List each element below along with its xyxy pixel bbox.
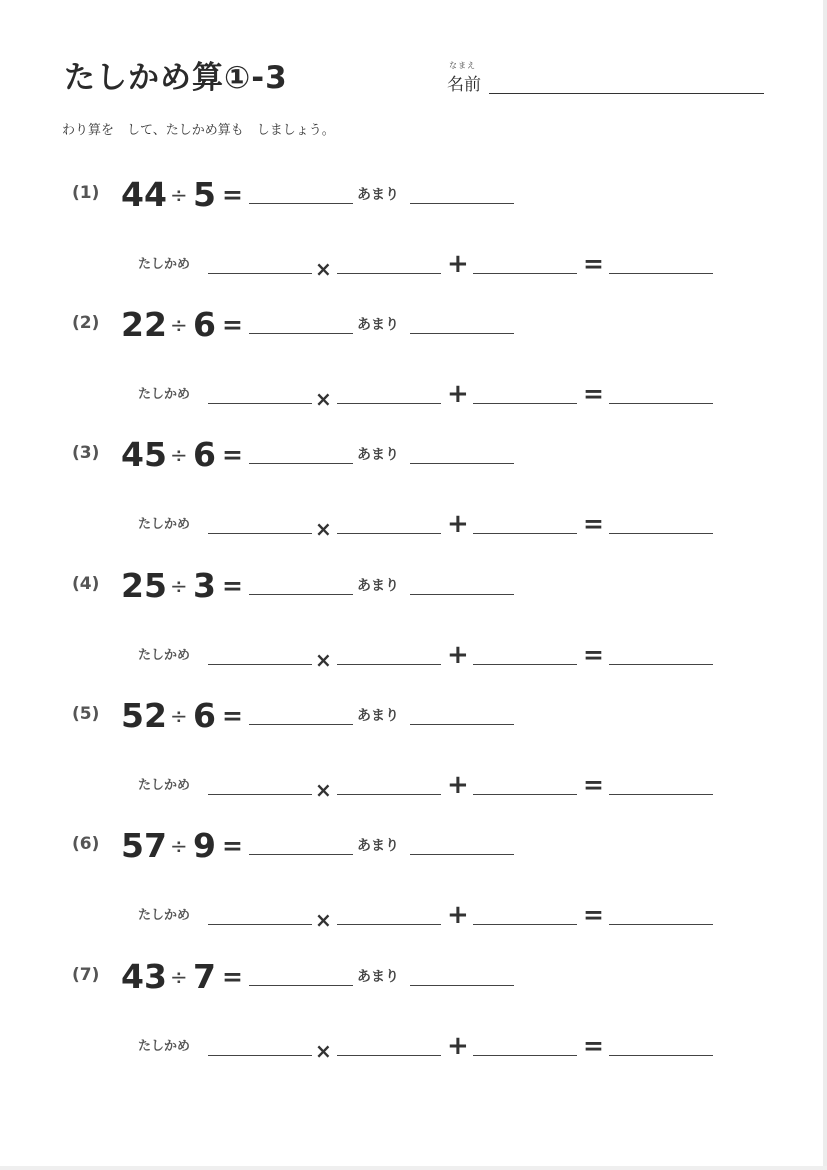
problem-number: (5) [72, 704, 100, 724]
problem-number: (3) [72, 443, 100, 463]
divisor: 6 [193, 435, 216, 474]
check-quotient-line[interactable] [337, 924, 441, 925]
equals-sign: = [583, 770, 604, 799]
remainder-answer-line[interactable] [410, 854, 514, 855]
problem-3 [0, 435, 827, 573]
equals-sign: = [583, 1031, 604, 1060]
divide-sign: ÷ [170, 704, 188, 728]
problem-7 [0, 957, 827, 1095]
remainder-label: あまり [357, 317, 399, 333]
plus-sign: + [447, 900, 469, 930]
check-quotient-line[interactable] [337, 664, 441, 665]
check-label: たしかめ [138, 257, 191, 272]
check-label: たしかめ [138, 648, 191, 663]
quotient-answer-line[interactable] [249, 594, 353, 595]
divisor: 7 [193, 957, 216, 996]
check-result-line[interactable] [609, 924, 713, 925]
dividend: 25 [121, 566, 167, 605]
remainder-answer-line[interactable] [410, 985, 514, 986]
times-sign: × [315, 648, 332, 672]
quotient-answer-line[interactable] [249, 463, 353, 464]
quotient-answer-line[interactable] [249, 985, 353, 986]
equals-sign: = [583, 379, 604, 408]
plus-sign: + [447, 509, 469, 539]
check-divisor-line[interactable] [208, 533, 312, 534]
divide-sign: ÷ [170, 834, 188, 858]
times-sign: × [315, 778, 332, 802]
plus-sign: + [447, 640, 469, 670]
instructions: わり算を して、たしかめ算も しましょう。 [62, 123, 335, 138]
check-remainder-line[interactable] [473, 273, 577, 274]
check-result-line[interactable] [609, 273, 713, 274]
check-remainder-line[interactable] [473, 403, 577, 404]
problem-5 [0, 696, 827, 834]
check-result-line[interactable] [609, 403, 713, 404]
equals-sign: = [583, 900, 604, 929]
remainder-answer-line[interactable] [410, 463, 514, 464]
check-label: たしかめ [138, 1039, 191, 1054]
equals-sign: = [222, 571, 243, 600]
times-sign: × [315, 908, 332, 932]
times-sign: × [315, 257, 332, 281]
remainder-label: あまり [357, 838, 399, 854]
worksheet-title: たしかめ算①-3 [64, 60, 288, 96]
remainder-answer-line[interactable] [410, 333, 514, 334]
divisor: 5 [193, 175, 216, 214]
divide-sign: ÷ [170, 443, 188, 467]
page-edge-bottom [0, 1166, 827, 1170]
dividend: 43 [121, 957, 167, 996]
dividend: 22 [121, 305, 167, 344]
remainder-answer-line[interactable] [410, 594, 514, 595]
divisor: 6 [193, 305, 216, 344]
remainder-answer-line[interactable] [410, 203, 514, 204]
divisor: 9 [193, 826, 216, 865]
problem-number: (1) [72, 183, 100, 203]
check-remainder-line[interactable] [473, 924, 577, 925]
check-label: たしかめ [138, 908, 191, 923]
check-divisor-line[interactable] [208, 273, 312, 274]
remainder-label: あまり [357, 447, 399, 463]
times-sign: × [315, 1039, 332, 1063]
remainder-label: あまり [357, 578, 399, 594]
check-divisor-line[interactable] [208, 1055, 312, 1056]
problem-1 [0, 175, 827, 313]
check-remainder-line[interactable] [473, 533, 577, 534]
quotient-answer-line[interactable] [249, 724, 353, 725]
plus-sign: + [447, 249, 469, 279]
equals-sign: = [583, 509, 604, 538]
problem-number: (7) [72, 965, 100, 985]
equals-sign: = [222, 962, 243, 991]
remainder-label: あまり [357, 708, 399, 724]
equals-sign: = [222, 180, 243, 209]
equals-sign: = [222, 701, 243, 730]
divide-sign: ÷ [170, 965, 188, 989]
problem-number: (4) [72, 574, 100, 594]
times-sign: × [315, 387, 332, 411]
problem-number: (6) [72, 834, 100, 854]
check-quotient-line[interactable] [337, 794, 441, 795]
dividend: 45 [121, 435, 167, 474]
check-divisor-line[interactable] [208, 794, 312, 795]
divisor: 3 [193, 566, 216, 605]
check-quotient-line[interactable] [337, 403, 441, 404]
check-divisor-line[interactable] [208, 403, 312, 404]
name-field-block [447, 60, 767, 100]
plus-sign: + [447, 770, 469, 800]
problem-number: (2) [72, 313, 100, 333]
check-result-line[interactable] [609, 533, 713, 534]
equals-sign: = [222, 440, 243, 469]
equals-sign: = [222, 310, 243, 339]
divisor: 6 [193, 696, 216, 735]
check-quotient-line[interactable] [337, 533, 441, 534]
check-label: たしかめ [138, 517, 191, 532]
plus-sign: + [447, 379, 469, 409]
equals-sign: = [583, 640, 604, 669]
check-divisor-line[interactable] [208, 664, 312, 665]
times-sign: × [315, 517, 332, 541]
check-result-line[interactable] [609, 794, 713, 795]
quotient-answer-line[interactable] [249, 203, 353, 204]
name-furigana: なまえ [449, 61, 476, 70]
quotient-answer-line[interactable] [249, 854, 353, 855]
equals-sign: = [583, 249, 604, 278]
divide-sign: ÷ [170, 313, 188, 337]
check-result-line[interactable] [609, 664, 713, 665]
divide-sign: ÷ [170, 183, 188, 207]
quotient-answer-line[interactable] [249, 333, 353, 334]
dividend: 52 [121, 696, 167, 735]
check-result-line[interactable] [609, 1055, 713, 1056]
remainder-label: あまり [357, 187, 399, 203]
check-quotient-line[interactable] [337, 1055, 441, 1056]
dividend: 44 [121, 175, 167, 214]
plus-sign: + [447, 1031, 469, 1061]
problem-4 [0, 566, 827, 704]
check-remainder-line[interactable] [473, 794, 577, 795]
dividend: 57 [121, 826, 167, 865]
problem-2 [0, 305, 827, 443]
name-answer-line[interactable] [489, 93, 764, 94]
divide-sign: ÷ [170, 574, 188, 598]
check-quotient-line[interactable] [337, 273, 441, 274]
equals-sign: = [222, 831, 243, 860]
problem-6 [0, 826, 827, 964]
check-remainder-line[interactable] [473, 1055, 577, 1056]
check-divisor-line[interactable] [208, 924, 312, 925]
name-label: 名前 [447, 75, 481, 95]
remainder-answer-line[interactable] [410, 724, 514, 725]
check-label: たしかめ [138, 778, 191, 793]
remainder-label: あまり [357, 969, 399, 985]
check-remainder-line[interactable] [473, 664, 577, 665]
check-label: たしかめ [138, 387, 191, 402]
